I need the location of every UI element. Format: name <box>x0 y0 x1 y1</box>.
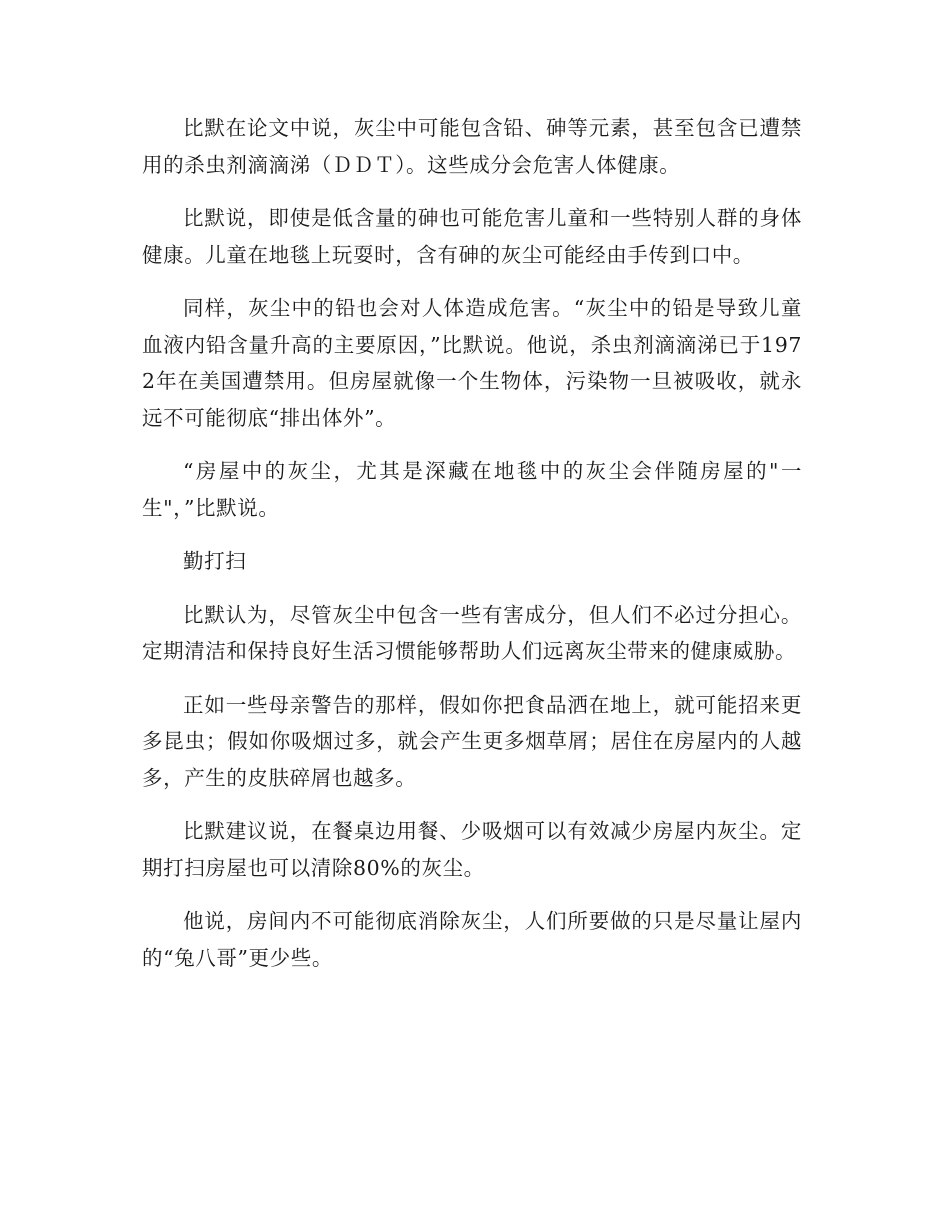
paragraph-4: “房屋中的灰尘，尤其是深藏在地毯中的灰尘会伴随房屋的"一生"，”比默说。 <box>142 459 802 520</box>
paragraph-7: 比默建议说，在餐桌边用餐、少吸烟可以有效减少房屋内灰尘。定期打扫房屋也可以清除80%的灰尘。 <box>142 819 802 880</box>
paragraph-6: 正如一些母亲警告的那样，假如你把食品洒在地上，就可能招来更多昆虫；假如你吸烟过多，就会产生更多烟草屑；居住在房屋内的人越多，产生的皮肤碎屑也越多。 <box>142 692 802 790</box>
article-body <box>142 110 802 993</box>
paragraph-3: 同样，灰尘中的铅也会对人体造成危害。“灰尘中的铅是导致儿童血液内铅含量升高的主要原因，”比默说。他说，杀虫剂滴滴涕已于1972年在美国遭禁用。但房屋就像一个生物体，污染物一旦被吸收，就永远不可能彻底“排出体外”。 <box>142 296 802 430</box>
paragraph-8: 他说，房间内不可能彻底消除灰尘，人们所要做的只是尽量让屋内的“兔八哥”更少些。 <box>142 909 802 970</box>
section-heading: 勤打扫 <box>183 549 247 573</box>
paragraph-2: 比默说，即使是低含量的砷也可能危害儿童和一些特别人群的身体健康。儿童在地毯上玩耍时，含有砷的灰尘可能经由手传到口中。 <box>142 206 802 267</box>
paragraph-5: 比默认为，尽管灰尘中包含一些有害成分，但人们不必过分担心。定期清洁和保持良好生活习惯能够帮助人们远离灰尘带来的健康威胁。 <box>142 602 802 663</box>
paragraph-1: 比默在论文中说，灰尘中可能包含铅、砷等元素，甚至包含已遭禁用的杀虫剂滴滴涕（ＤＤＴ）。这些成分会危害人体健康。 <box>142 116 802 177</box>
